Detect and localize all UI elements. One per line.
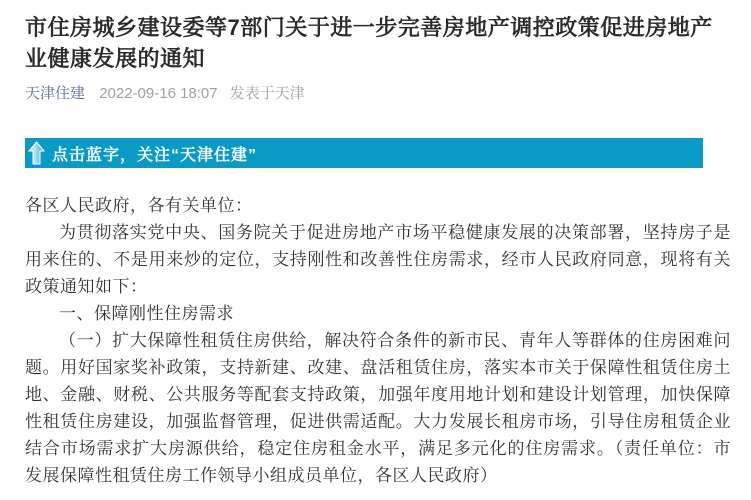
follow-banner-label: 点击蓝字，关注“天津住建” — [52, 146, 258, 164]
paragraph-item-one: （一）扩大保障性租赁住房供给，解决符合条件的新市民、青年人等群体的住房困难问题。用好国家奖补政策，支持新建、改建、盘活租赁住房，落实本市关于保障性租赁住房土地、金融、财税、公共服务等配套支持政策，加强年度用地计划和建设计划管理，加快保障性租赁住房建设，加强监督管理，促进供需适配。大力发展长租房市场，引导住房租赁企业结合市场需求扩大房源供给，稳定住房租金水平，满足多元化的住房需求。（责任单位：市发展保障性租赁住房工作领导小组成员单位，各区人民政府） — [25, 331, 731, 485]
follow-banner[interactable] — [25, 138, 703, 168]
up-arrow-icon — [28, 141, 45, 165]
paragraph-salutation: 各区人民政府，各有关单位： — [25, 196, 253, 215]
paragraph-intro: 为贯彻落实党中央、国务院关于促进房地产市场平稳健康发展的决策部署，坚持房子是用来住的、不是用来炒的定位，支持刚性和改善性住房需求，经市人民政府同意，现将有关政策通知如下： — [25, 223, 731, 296]
article-body — [25, 192, 731, 489]
paragraph-section-heading: 一、保障刚性住房需求 — [59, 304, 234, 323]
publish-location: 发表于天津 — [229, 85, 305, 102]
account-name-link[interactable]: 天津住建 — [25, 85, 86, 102]
article-meta — [25, 84, 731, 104]
article-title: 市住房城乡建设委等7部门关于进一步完善房地产调控政策促进房地产业健康发展的通知 — [25, 15, 713, 71]
publish-time: 2022-09-16 18:07 — [99, 85, 218, 102]
